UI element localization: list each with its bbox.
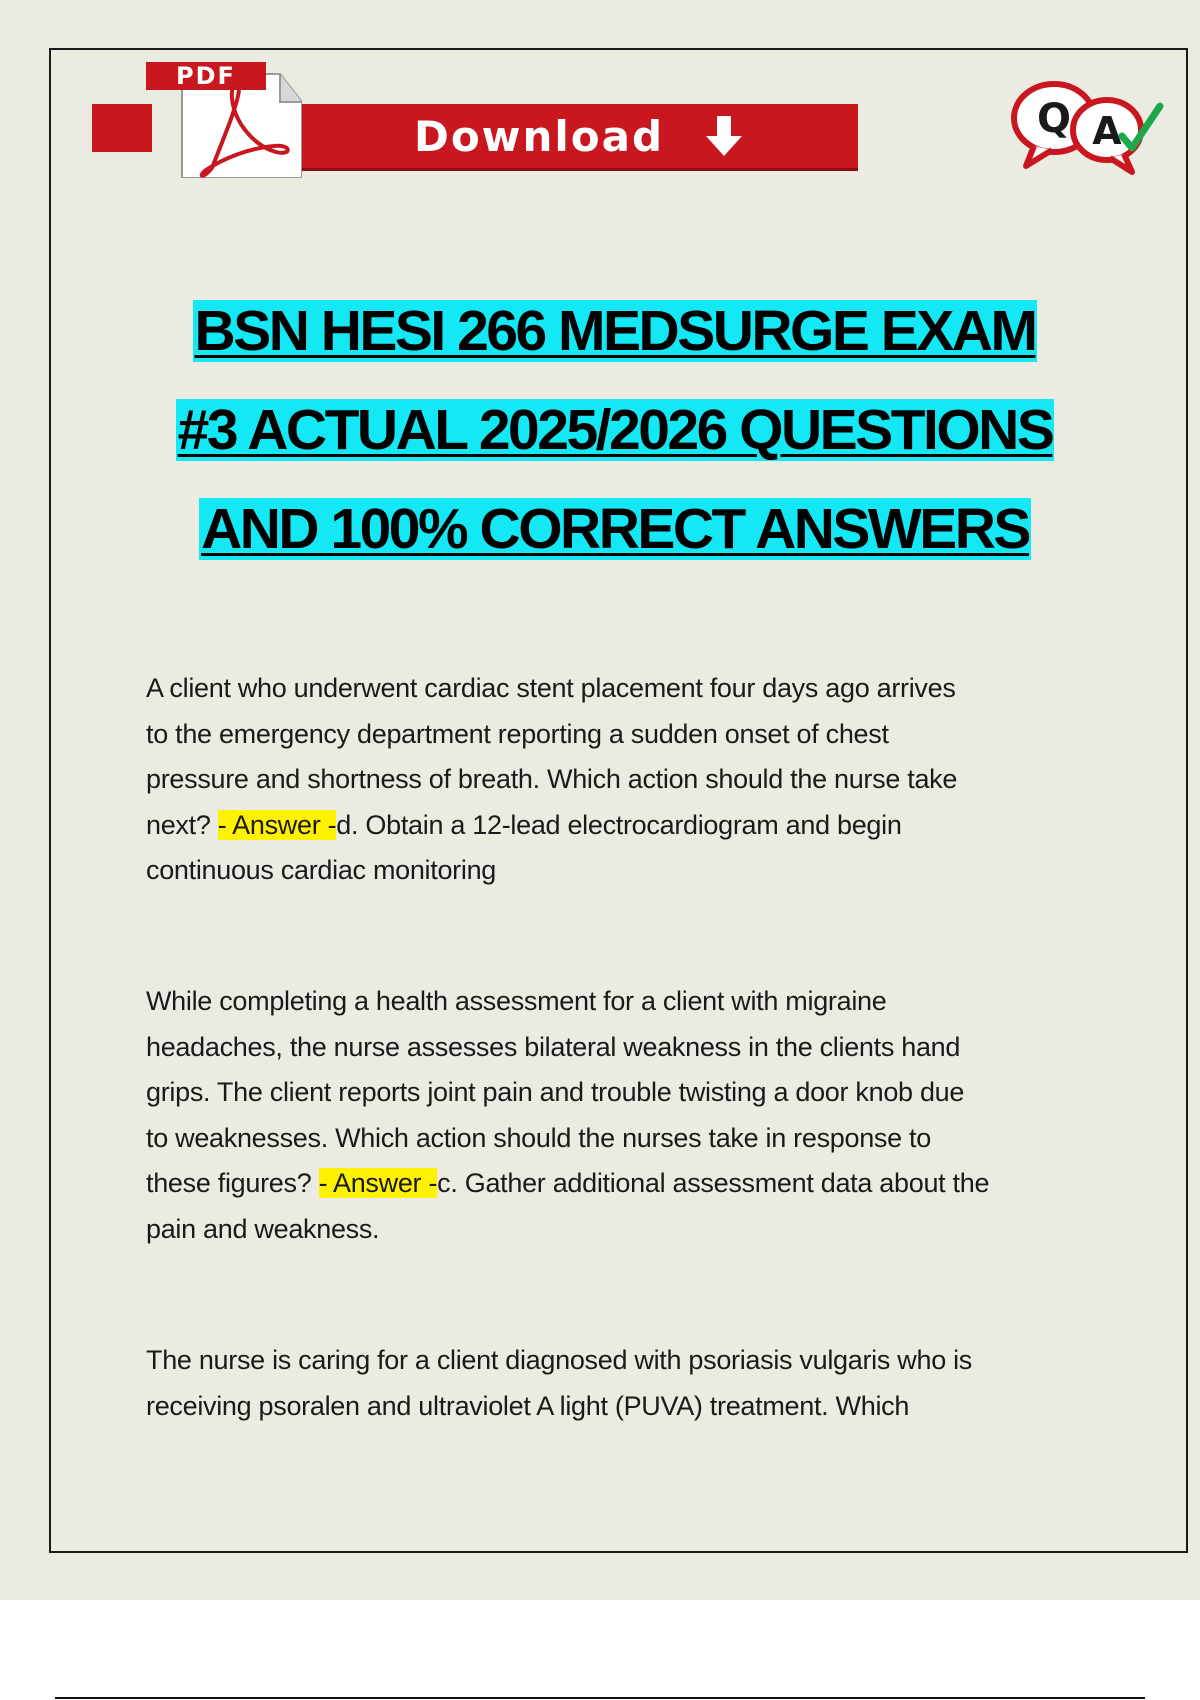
question-line: to weaknesses. Which action should the nurses take in response to bbox=[146, 1122, 931, 1153]
question-line: While completing a health assessment for a client with migraine bbox=[146, 986, 887, 1016]
question-line: receiving psoralen and ultraviolet A light (PUVA) treatment. Which bbox=[146, 1390, 910, 1421]
qa-item-2 bbox=[146, 979, 1096, 1252]
question-tail: these figures? bbox=[146, 1168, 319, 1198]
answer-line: pain and weakness. bbox=[146, 1213, 380, 1244]
question-answer-line bbox=[146, 803, 1096, 849]
qa-speech-bubbles-icon bbox=[1004, 74, 1174, 178]
qa-logo bbox=[1004, 74, 1174, 178]
pdf-icon bbox=[142, 62, 302, 178]
title-line-1: BSN HESI 266 MEDSURGE EXAM bbox=[194, 299, 1036, 363]
answer-text: d. Obtain a 12-lead electrocardiogram and begin bbox=[336, 809, 902, 840]
qa-item-1 bbox=[146, 666, 1096, 894]
document-title bbox=[60, 300, 1170, 597]
qa-item-3 bbox=[146, 1338, 1096, 1429]
download-banner[interactable] bbox=[92, 62, 858, 178]
title-line-3: AND 100% CORRECT ANSWERS bbox=[201, 497, 1029, 561]
download-label: Download bbox=[413, 111, 665, 161]
download-arrow-icon bbox=[702, 114, 746, 158]
download-button[interactable] bbox=[302, 104, 858, 171]
answer-line: continuous cardiac monitoring bbox=[146, 855, 496, 885]
question-line: headaches, the nurse assesses bilateral weakness in the clients hand bbox=[146, 1031, 961, 1062]
qa-logo-q: Q bbox=[1036, 96, 1072, 142]
question-line: to the emergency department reporting a sudden onset of chest bbox=[146, 718, 889, 749]
question-line: The nurse is caring for a client diagnosed with psoriasis vulgaris who is bbox=[146, 1345, 973, 1375]
question-line: grips. The client reports joint pain and trouble twisting a door knob due bbox=[146, 1077, 965, 1107]
qa-logo-a: A bbox=[1092, 109, 1122, 153]
question-answer-line bbox=[146, 1161, 1096, 1207]
bottom-divider bbox=[55, 1697, 1145, 1699]
answer-marker: - Answer - bbox=[318, 1168, 438, 1198]
answer-text: c. Gather additional assessment data about the bbox=[437, 1168, 990, 1198]
pdf-tab-label: PDF bbox=[146, 62, 266, 90]
question-tail: next? bbox=[146, 809, 218, 840]
question-line: A client who underwent cardiac stent placement four days ago arrives bbox=[146, 673, 956, 703]
question-line: pressure and shortness of breath. Which action should the nurse take bbox=[146, 764, 958, 794]
title-line-2: #3 ACTUAL 2025/2026 QUESTIONS bbox=[177, 398, 1053, 462]
answer-marker: - Answer - bbox=[217, 809, 337, 840]
